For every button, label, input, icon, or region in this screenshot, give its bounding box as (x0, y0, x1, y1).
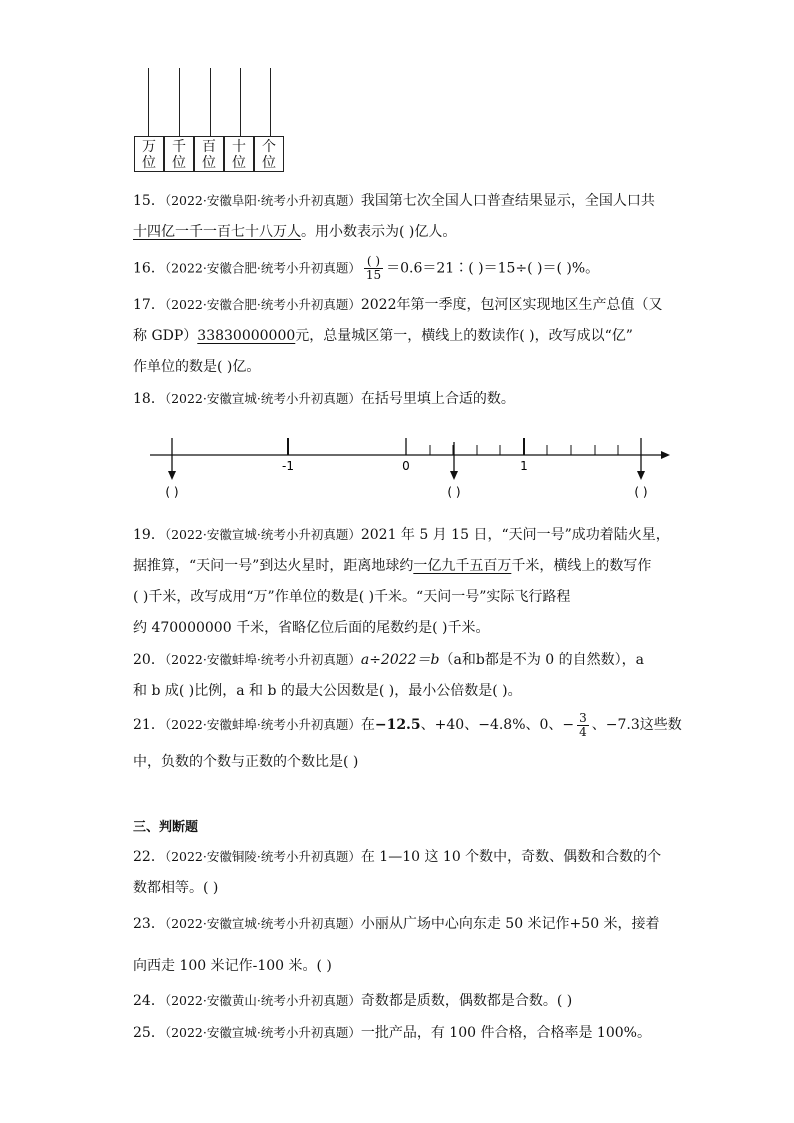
fraction: $\frac{3}{4}$ (579, 710, 587, 739)
abacus-rod (210, 68, 211, 136)
arrow-right-head (637, 471, 645, 480)
question-17-line-3: 作单位的数是( )亿。 (133, 359, 261, 375)
underlined-number: 一亿九千五百万 (413, 558, 512, 574)
underlined-number: 十四亿一千一百七十八万人 (133, 224, 301, 240)
tick-label: 0 (402, 459, 410, 473)
question-18: 18．（2022·安徽宣城·统考小升初真题）在括号里填上合适的数。 (133, 391, 515, 407)
abacus-rod (148, 68, 149, 136)
question-17-line-1: 17．（2022·安徽合肥·统考小升初真题）2022年第一季度，包河区实现地区生产总值（又 (133, 297, 663, 313)
question-21-line-1: 21．（2022·安徽蚌埠·统考小升初真题）在−12.5、+40、−4.8%、0、− $\frac{3}{4}$ 、−7.3这些数 (133, 710, 682, 739)
abacus-rod (179, 68, 180, 136)
axis-arrowhead (661, 451, 670, 459)
number-line-figure (140, 428, 680, 518)
question-20-line-1: 20．（2022·安徽蚌埠·统考小升初真题）a÷2022＝b（a和b都是不为 0 的自然数），a (133, 652, 644, 668)
abacus-rod (270, 68, 271, 136)
underlined-number: 33830000000 (197, 328, 296, 344)
question-17-line-2: 称 GDP）33830000000元，总量城区第一，横线上的数读作( )，改写成以“亿” (133, 328, 633, 344)
question-21-line-2: 中，负数的个数与正数的个数比是( ) (133, 754, 359, 770)
section-title: 三、判断题 (133, 820, 199, 835)
tick-label: 1 (520, 459, 528, 473)
question-23-line-2: 向西走 100 米记作-100 米。( ) (133, 958, 332, 974)
question-16: 16．（2022·安徽合肥·统考小升初真题） $\frac{( )}{15}$ ＝0.6＝21∶( )＝15÷( )＝( )%。 (133, 254, 600, 282)
question-24: 24．（2022·安徽黄山·统考小升初真题）奇数都是质数，偶数都是合数。( ) (133, 993, 573, 1009)
question-22-line-1: 22．（2022·安徽铜陵·统考小升初真题）在 1—10 这 10 个数中，奇数、偶数和合数的个 (133, 849, 662, 865)
question-19-line-4: 约 470000000 千米，省略亿位后面的尾数约是( )千米。 (133, 620, 490, 636)
answer-blank: ( ) (634, 485, 648, 499)
abacus-rod (240, 68, 241, 136)
question-19-line-2: 据推算，“天问一号”到达火星时，距离地球约一亿九千五百万千米，横线上的数写作 (133, 558, 652, 574)
question-23-line-1: 23．（2022·安徽宣城·统考小升初真题）小丽从广场中心向东走 50 米记作+50 米，接着 (133, 916, 660, 932)
place-label-qian: 千 位 (164, 136, 194, 172)
arrow-left-head (168, 471, 176, 480)
question-15-line-1: 15．（2022·安徽阜阳·统考小升初真题）我国第七次全国人口普查结果显示，全国人口共 (133, 193, 655, 209)
place-label-shi: 十 位 (224, 136, 254, 172)
place-label-ge: 个 位 (254, 136, 284, 172)
tick-label: -1 (282, 459, 294, 473)
equation: a÷2022＝b (360, 652, 440, 668)
question-20-line-2: 和 b 成( )比例，a 和 b 的最大公因数是( )，最小公倍数是( )。 (133, 683, 522, 699)
place-label-bai: 百 位 (194, 136, 224, 172)
question-25: 25．（2022·安徽宣城·统考小升初真题）一批产品，有 100 件合格，合格率是 100%。 (133, 1025, 651, 1041)
question-19-line-3: ( )千米，改写成用“万”作单位的数是( )千米。“天问一号”实际飞行路程 (133, 589, 571, 605)
fraction: $\frac{( )}{15}$ (365, 254, 382, 282)
question-22-line-2: 数都相等。( ) (133, 880, 219, 896)
question-15-line-2: 十四亿一千一百七十八万人。用小数表示为( )亿人。 (133, 224, 457, 240)
answer-blank: ( ) (165, 485, 179, 499)
answer-blank: ( ) (447, 485, 461, 499)
question-19-line-1: 19．（2022·安徽宣城·统考小升初真题）2021 年 5 月 15 日，“天问一号”成功着陆火星， (133, 527, 670, 543)
place-label-wan: 万 位 (134, 136, 164, 172)
arrow-middle-head (450, 471, 458, 480)
